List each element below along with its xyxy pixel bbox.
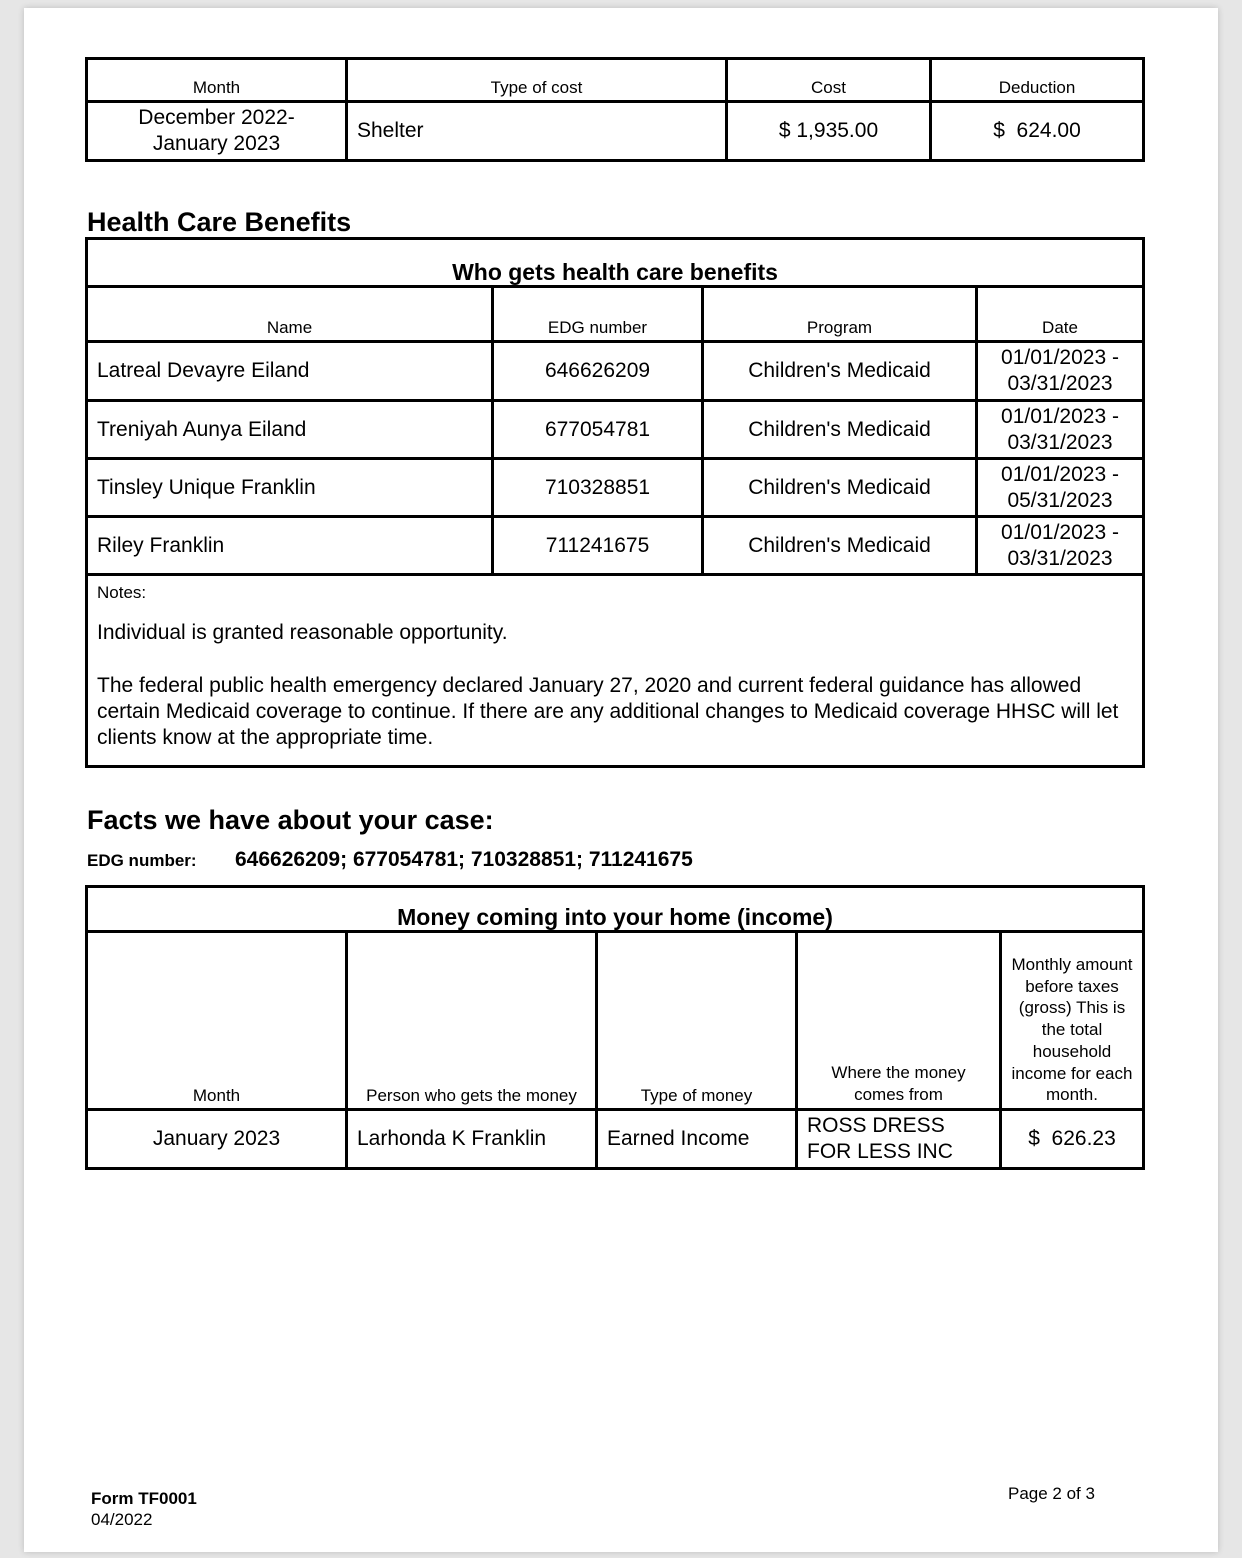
- notes-label: Notes:: [97, 583, 147, 602]
- recipient-edg: 677054781: [493, 401, 703, 459]
- header-line: income for each: [1011, 1063, 1133, 1083]
- recipient-name: Treniyah Aunya Eiland: [87, 401, 493, 459]
- date-end: 03/31/2023: [1007, 372, 1113, 395]
- document-page: [24, 8, 1218, 1552]
- notes-paragraph-2: The federal public health emergency declared January 27, 2020 and current federal guidance has allowed certain Medicaid coverage to continue. If there are any additional changes to Medicaid coverage HHSC will let clients know at the appropriate time.: [97, 674, 1119, 749]
- income-amount: $ 626.23: [1001, 1110, 1144, 1169]
- header-monthly-amount: [1001, 932, 1144, 1110]
- header-line: the total: [1041, 1020, 1103, 1040]
- header-line: month.: [1046, 1085, 1098, 1105]
- date-start: 01/01/2023 -: [1001, 404, 1119, 428]
- header-line: household: [1032, 1041, 1112, 1061]
- recipient-edg: 710328851: [493, 459, 703, 517]
- header-date: Date: [977, 287, 1144, 342]
- health-table: [85, 237, 1145, 768]
- table-row: [87, 517, 1144, 575]
- header-where-from: [797, 932, 1001, 1110]
- recipient-name: Riley Franklin: [87, 517, 493, 575]
- deduction-table: [85, 57, 1145, 162]
- table-row: [87, 401, 1144, 459]
- header-cost: Cost: [727, 59, 931, 102]
- header-month: Month: [87, 59, 347, 102]
- income-person: Larhonda K Franklin: [347, 1110, 597, 1169]
- header-person: Person who gets the money: [347, 932, 597, 1110]
- table-row: [87, 1110, 1144, 1169]
- income-type: Earned Income: [597, 1110, 797, 1169]
- header-type-of-money: Type of money: [597, 932, 797, 1110]
- header-name: Name: [87, 287, 493, 342]
- date-start: 01/01/2023 -: [1001, 346, 1119, 369]
- deduction-month: [87, 102, 347, 161]
- recipient-program: Children's Medicaid: [703, 401, 977, 459]
- recipient-date: [977, 517, 1144, 575]
- income-month: January 2023: [87, 1110, 347, 1169]
- header-type-of-cost: Type of cost: [347, 59, 727, 102]
- header-line: comes from: [854, 1085, 943, 1104]
- page-number: Page 2 of 3: [1008, 1484, 1095, 1503]
- income-table-title: Money coming into your home (income): [87, 887, 1144, 932]
- header-line: Monthly amount: [1011, 955, 1133, 975]
- header-line: before taxes: [1025, 976, 1119, 996]
- deduction-cost: $ 1,935.00: [727, 102, 931, 161]
- recipient-name: Tinsley Unique Franklin: [87, 459, 493, 517]
- recipient-program: Children's Medicaid: [703, 517, 977, 575]
- recipient-edg: 711241675: [493, 517, 703, 575]
- income-source: [797, 1110, 1001, 1169]
- health-section-title: Health Care Benefits: [87, 207, 352, 237]
- deduction-amount: $ 624.00: [931, 102, 1144, 161]
- facts-title: Facts we have about your case:: [87, 805, 494, 835]
- recipient-edg: 646626209: [493, 342, 703, 401]
- date-end: 03/31/2023: [1007, 546, 1113, 570]
- deduction-type: Shelter: [347, 102, 727, 161]
- recipient-program: Children's Medicaid: [703, 342, 977, 401]
- notes-cell: [87, 575, 1144, 767]
- date-end: 05/31/2023: [1007, 488, 1113, 512]
- header-line: Where the money: [831, 1063, 966, 1082]
- header-deduction: Deduction: [931, 59, 1144, 102]
- recipient-name: Latreal Devayre Eiland: [87, 342, 493, 401]
- table-row: [87, 342, 1144, 401]
- recipient-program: Children's Medicaid: [703, 459, 977, 517]
- header-line: (gross) This is: [1018, 998, 1126, 1018]
- recipient-date: [977, 401, 1144, 459]
- header-program: Program: [703, 287, 977, 342]
- header-month: Month: [87, 932, 347, 1110]
- form-number: Form TF0001: [91, 1489, 197, 1508]
- edg-value: 646626209; 677054781; 710328851; 711241675: [235, 848, 693, 871]
- table-row: [87, 459, 1144, 517]
- form-date: 04/2022: [91, 1510, 153, 1529]
- date-start: 01/01/2023 -: [1001, 462, 1119, 486]
- health-table-title: Who gets health care benefits: [87, 239, 1144, 287]
- header-edg: EDG number: [493, 287, 703, 342]
- recipient-date: [977, 459, 1144, 517]
- date-start: 01/01/2023 -: [1001, 520, 1119, 544]
- notes-paragraph-1: Individual is granted reasonable opportunity.: [97, 621, 508, 644]
- income-table: [85, 885, 1145, 1170]
- month-line-2: January 2023: [152, 132, 281, 155]
- edg-label: EDG number:: [87, 851, 197, 870]
- recipient-date: [977, 342, 1144, 401]
- source-line-1: ROSS DRESS: [807, 1114, 945, 1137]
- month-line-1: December 2022-: [138, 106, 295, 129]
- footer-form: [91, 1488, 197, 1530]
- source-line-2: FOR LESS INC: [807, 1140, 953, 1163]
- date-end: 03/31/2023: [1007, 430, 1113, 454]
